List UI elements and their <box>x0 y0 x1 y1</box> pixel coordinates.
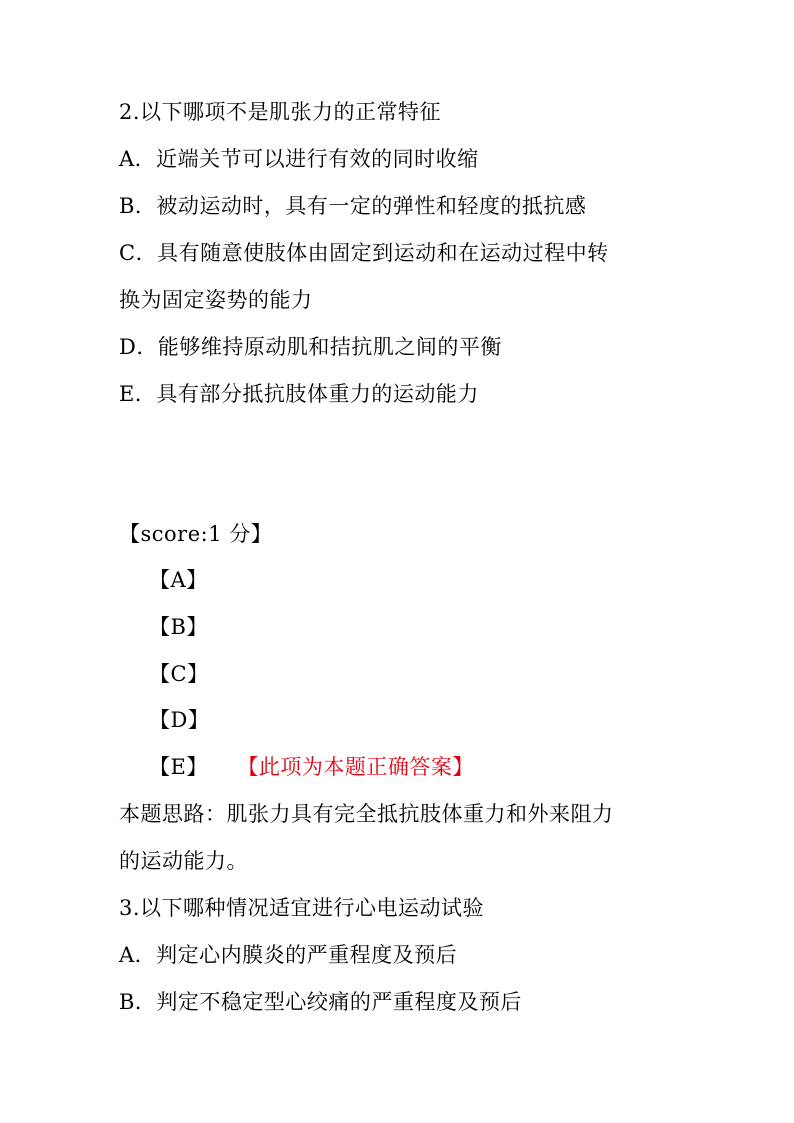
choice-e: 【E】 <box>149 755 208 779</box>
choice-c: 【C】 <box>149 662 209 686</box>
question-3-stem: 3.以下哪种情况适宜进行心电运动试验 <box>119 896 485 920</box>
question-2-option-a: A．近端关节可以进行有效的同时收缩 <box>119 147 479 171</box>
choice-a: 【A】 <box>149 568 208 592</box>
question-3-option-b: B．判定不稳定型心绞痛的严重程度及预后 <box>119 990 522 1014</box>
explanation-line-1: 本题思路：肌张力具有完全抵抗肢体重力和外来阻力 <box>119 802 614 826</box>
question-2-option-c: C．具有随意使肢体由固定到运动和在运动过程中转 <box>119 241 609 265</box>
choice-e-row <box>149 753 474 781</box>
question-2-option-c-cont: 换为固定姿势的能力 <box>119 288 313 312</box>
score-label: 【score:1 分】 <box>119 522 273 546</box>
question-2-option-e: E．具有部分抵抗肢体重力的运动能力 <box>119 382 479 406</box>
choice-d: 【D】 <box>149 708 210 732</box>
choice-b: 【B】 <box>149 615 208 639</box>
question-2-option-d: D．能够维持原动肌和拮抗肌之间的平衡 <box>119 335 502 359</box>
question-2-option-b: B．被动运动时，具有一定的弹性和轻度的抵抗感 <box>119 194 587 218</box>
question-2-stem: 2.以下哪项不是肌张力的正常特征 <box>119 100 442 124</box>
explanation-line-2: 的运动能力。 <box>119 849 248 873</box>
correct-answer-label: 【此项为本题正确答案】 <box>247 755 474 779</box>
question-3-option-a: A．判定心内膜炎的严重程度及预后 <box>119 943 458 967</box>
